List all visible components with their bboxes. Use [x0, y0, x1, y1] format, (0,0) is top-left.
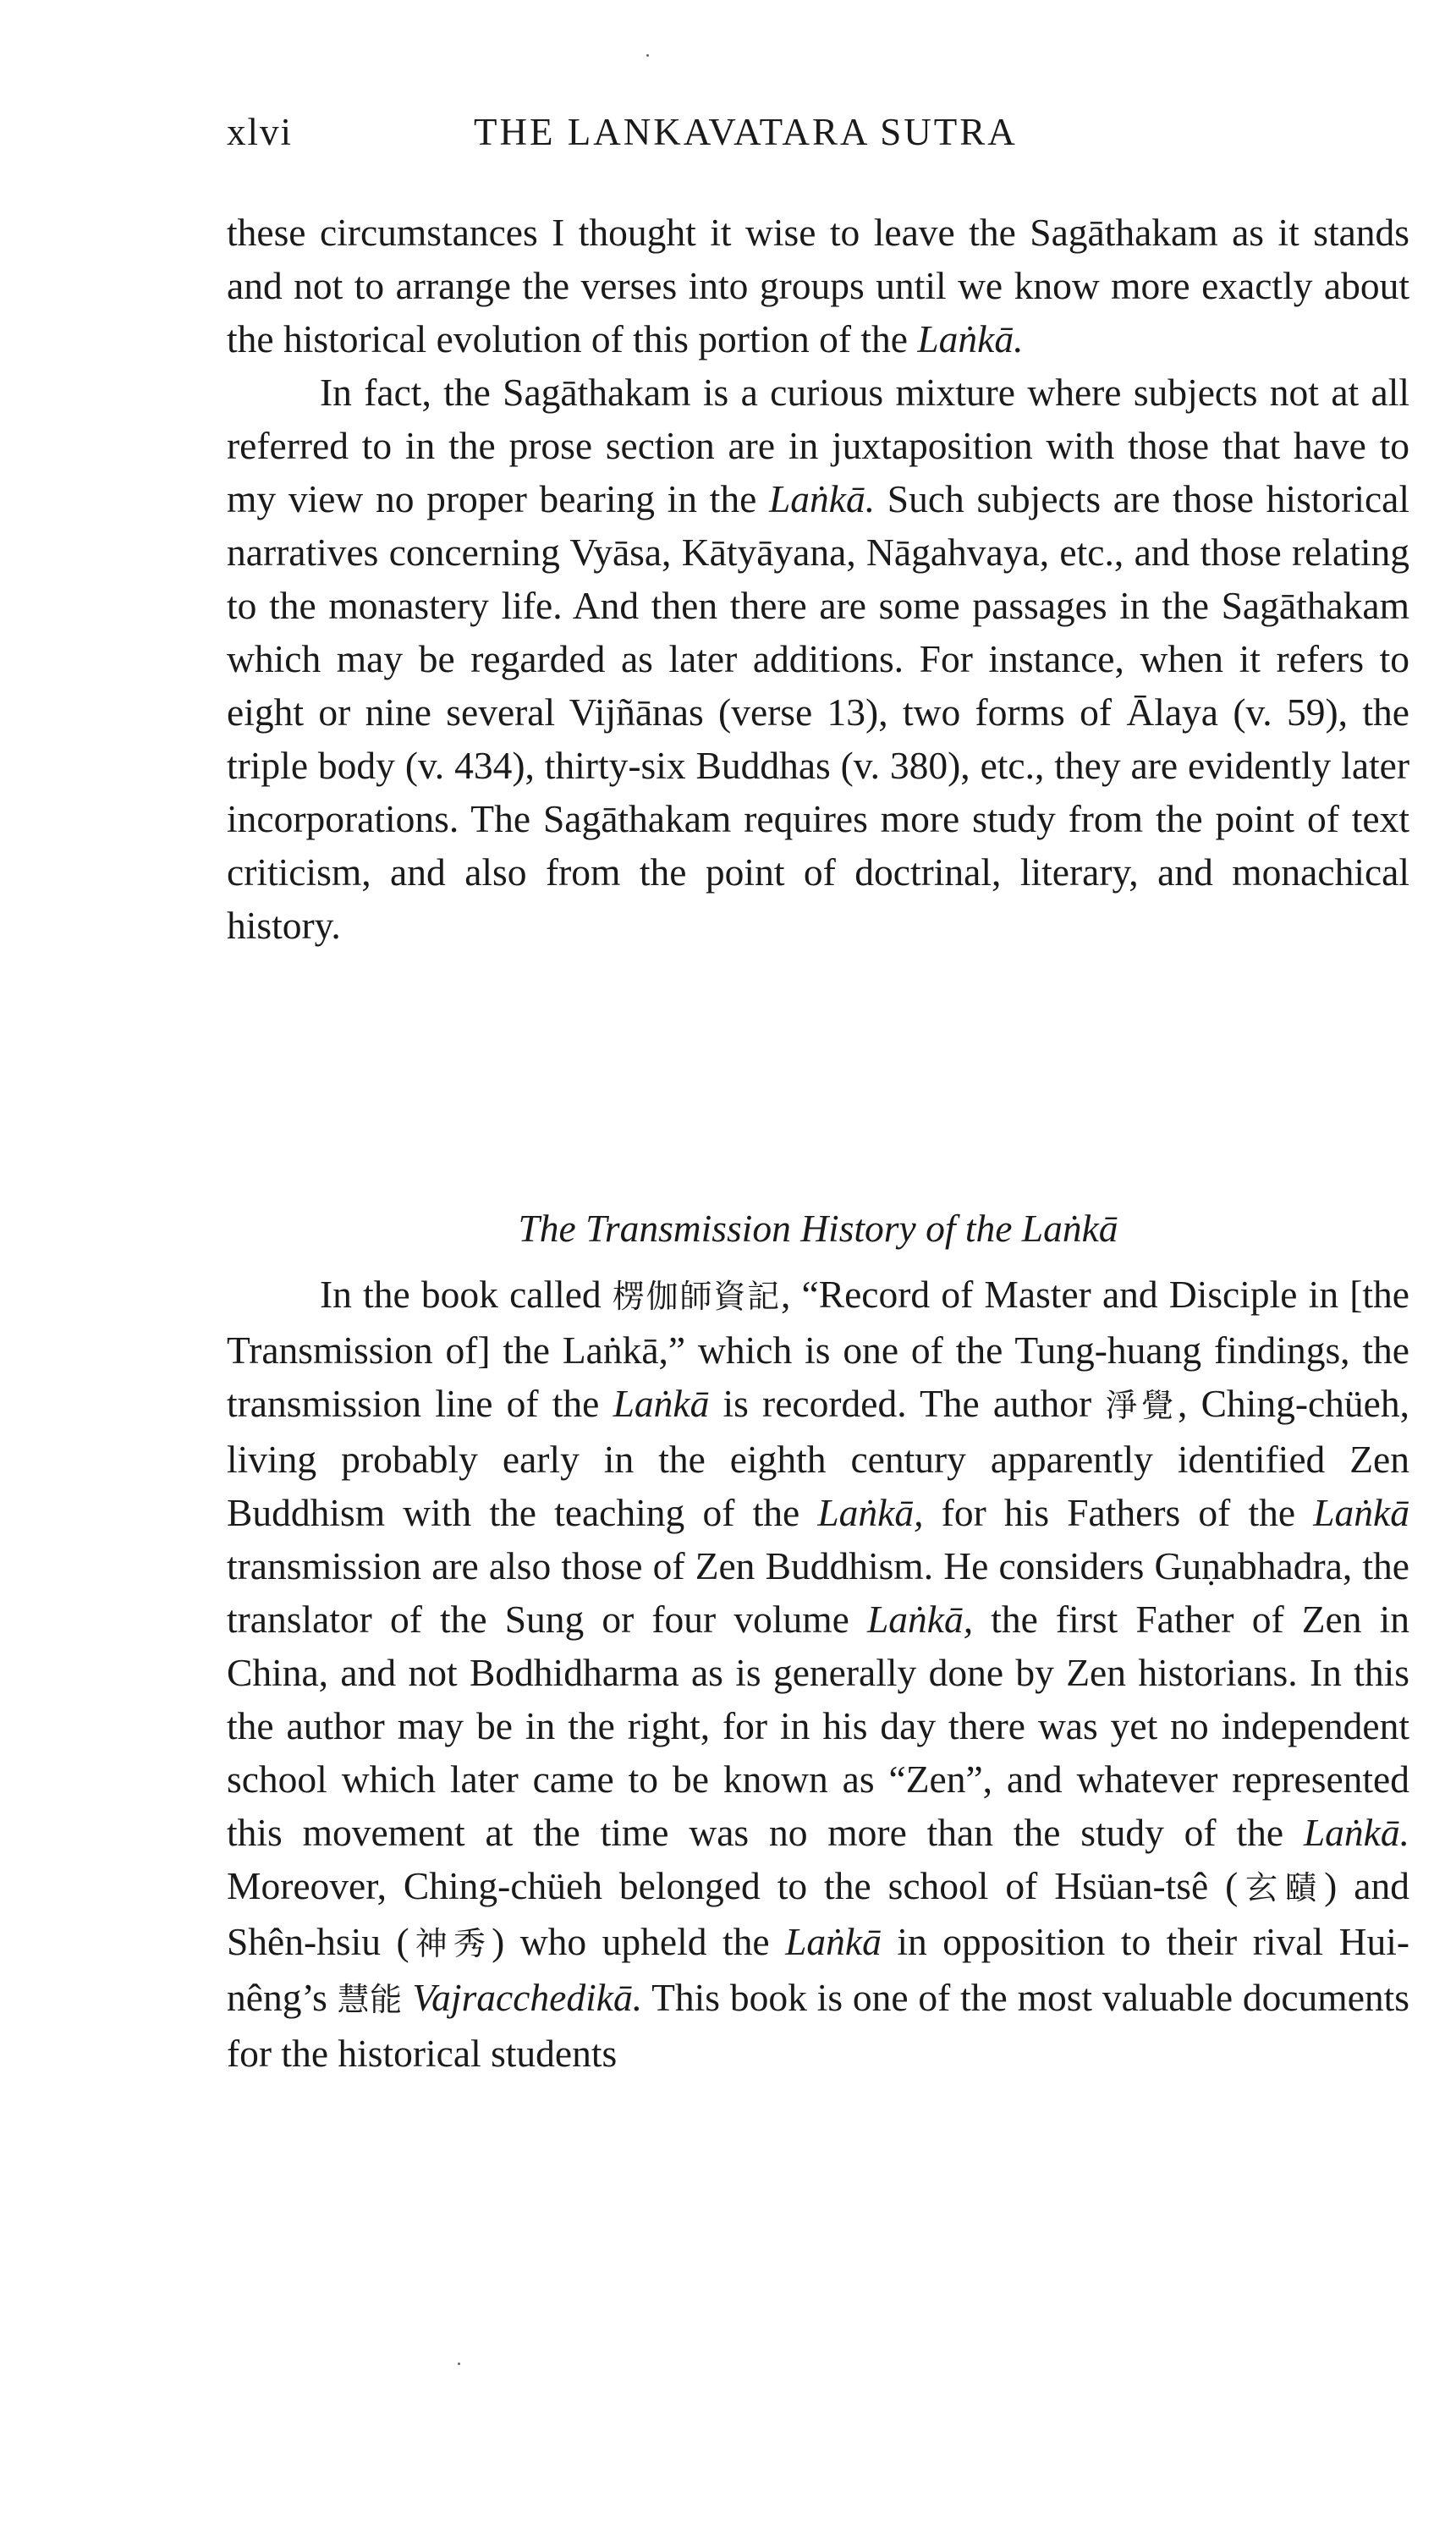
text-run: , Ching-chüeh, living probably early in the eighth century apparently identified Zen Buddhism with the teaching of the [227, 1382, 1409, 1534]
paper-speck [458, 2363, 460, 2365]
italic-title: Laṅkā. [769, 477, 876, 520]
running-title: THE LANKAVATARA SUTRA [474, 111, 1018, 153]
italic-title: Laṅkā. [1303, 1811, 1409, 1854]
chinese-name: 慧能 [337, 1981, 403, 2018]
text-run: In fact, the Sagāthakam is a curious mixture where subjects not at all referred to in the prose section are in juxtaposition with those that have to my view no proper bearing in the [227, 371, 1409, 520]
paragraph [227, 366, 1409, 952]
text-run: is recorded. The author [709, 1382, 1106, 1425]
text-run: This book is one of the most valuable documents for the historical students [227, 1976, 1409, 2075]
text-run: these circumstances I thought it wise to leave the Sagāthakam as it stands and not to arrange the verses into groups until we know more exactly about the historical evolution of this portion of the [227, 211, 1409, 360]
text-run: ) who upheld the [492, 1920, 786, 1963]
text-block-transmission [227, 1268, 1409, 2080]
italic-title: Vajracchedikā. [412, 1976, 643, 2019]
italic-title: Laṅkā [785, 1920, 882, 1963]
paragraph [227, 206, 1409, 366]
text-run: in opposition to their rival Hui-nêng’s [227, 1920, 1409, 2019]
italic-title: Laṅkā, [866, 1598, 974, 1641]
text-run: transmission are also those of Zen Buddhism. He considers Guṇabhadra, the translator of the Sung or four volume [227, 1544, 1409, 1641]
text-run: Moreover, Ching-chüeh belonged to the school of Hsüan-tsê ( [227, 1864, 1239, 1907]
page-number: xlvi [227, 111, 294, 153]
italic-title: Laṅkā [613, 1382, 710, 1425]
chinese-name: 淨覺 [1105, 1387, 1178, 1424]
text-run [403, 1976, 413, 2019]
text-block-verses [227, 206, 1409, 952]
page-header [227, 110, 1409, 169]
italic-title: Laṅkā [1313, 1491, 1409, 1534]
text-run: In the book called [320, 1273, 613, 1316]
paper-speck [646, 54, 649, 57]
section-heading: The Transmission History of the Laṅkā [518, 1207, 1118, 1250]
text-run: ) and Shên-hsiu ( [227, 1864, 1409, 1963]
chinese-name: 玄賾 [1238, 1869, 1325, 1906]
paragraph [227, 1268, 1409, 2080]
text-run: , “Record of Master and Disciple in [the Transmission of] the Laṅkā,” which is one of the Tung-huang findings, the transmission line of the [227, 1273, 1409, 1425]
text-run: the first Father of Zen in China, and not Bodhidharma as is generally done by Zen historians. In this the author may be in the right, for in his day there was yet no independent school which later came to be known as “Zen”, and whatever represented this movement at the time was no more than the study of the [227, 1598, 1409, 1854]
italic-title: Laṅkā. [917, 317, 1024, 360]
text-run: Such subjects are those historical narratives concerning Vyāsa, Kātyāyana, Nāgahvaya, etc., and those relating to the monastery life. And then there are some passages in the Sagāthakam which may be regarded as later additions. For instance, when it refers to eight or nine several Vijñānas (verse 13), two forms of Ālaya (v. 59), the triple body (v. 434), thirty-six Buddhas (v. 380), etc., they are evidently later incorporations. The Sagāthakam requires more study from the point of text criticism, and also from the point of doctrinal, literary, and monachical history. [227, 477, 1409, 947]
chinese-title: 楞伽師資記 [612, 1278, 781, 1315]
text-run: for his Fathers of the [923, 1491, 1314, 1534]
chinese-name: 神秀 [409, 1925, 492, 1962]
italic-title: Laṅkā, [817, 1491, 924, 1534]
